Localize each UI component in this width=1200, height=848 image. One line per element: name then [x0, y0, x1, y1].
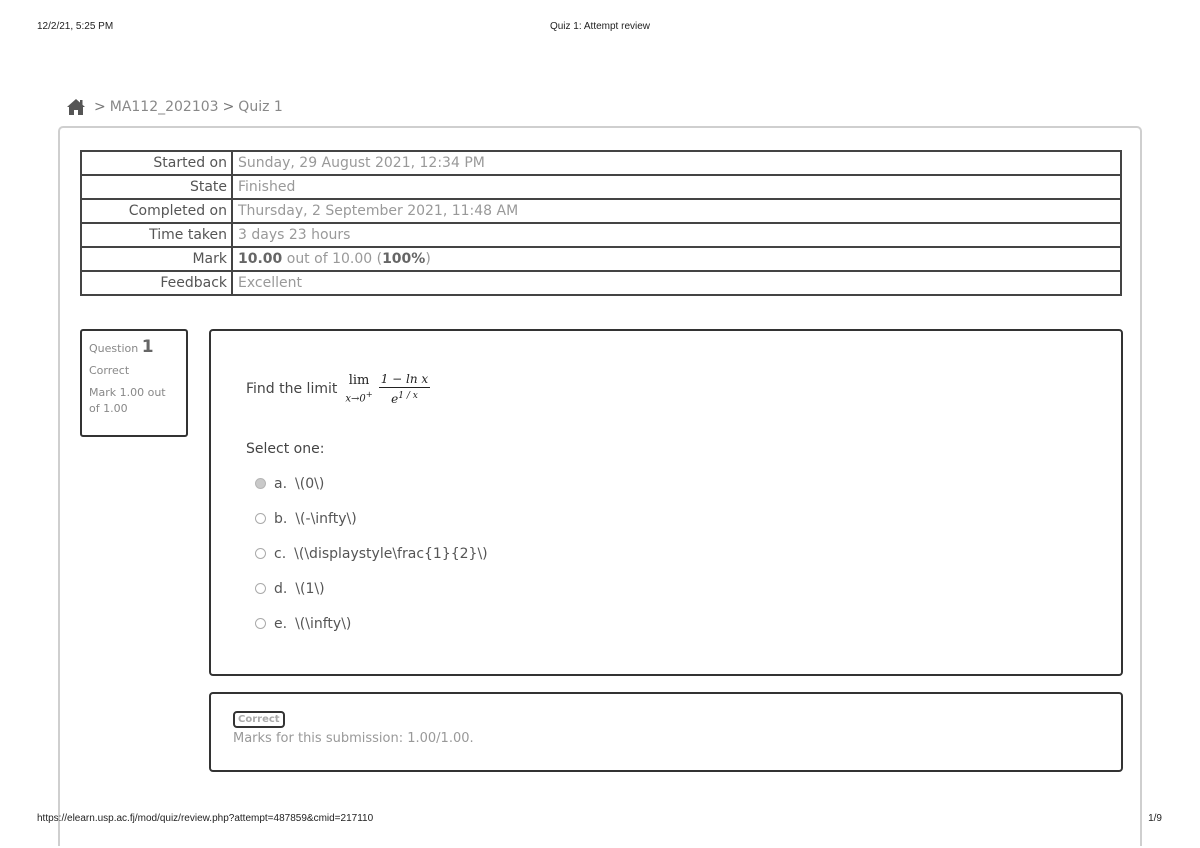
lim-subscript-text: x→0	[345, 393, 366, 405]
correct-badge: Correct	[233, 711, 285, 728]
summary-row-state	[81, 175, 1121, 199]
question-info-box	[80, 329, 188, 437]
answer-letter: b.	[274, 510, 288, 527]
radio-button[interactable]	[255, 548, 266, 559]
print-title: Quiz 1: Attempt review	[549, 21, 651, 32]
radio-button[interactable]	[255, 513, 266, 524]
breadcrumb-course-link[interactable]: MA112_202103	[109, 99, 219, 115]
print-page-number: 1/9	[1148, 813, 1162, 824]
breadcrumb-separator: >	[222, 99, 235, 115]
summary-value: Excellent	[232, 271, 1121, 295]
summary-value: Thursday, 2 September 2021, 11:48 AM	[232, 199, 1121, 223]
answer-letter: a.	[274, 475, 288, 492]
question-content-box	[209, 329, 1123, 676]
mark-close-paren: )	[425, 251, 431, 267]
summary-value	[232, 247, 1121, 271]
fraction-numerator: 1 − ln x	[380, 372, 429, 386]
denominator-base: e	[391, 392, 399, 406]
summary-row-time-taken	[81, 223, 1121, 247]
question-number	[89, 339, 179, 357]
answer-option-e[interactable]	[255, 606, 488, 641]
breadcrumb-quiz-link[interactable]: Quiz 1	[238, 99, 283, 115]
answer-letter: e.	[274, 615, 288, 632]
summary-label: Started on	[81, 151, 232, 175]
attempt-summary-table	[80, 150, 1122, 296]
lim-label: lim	[348, 373, 370, 389]
marks-for-submission: Marks for this submission: 1.00/1.00.	[233, 731, 474, 746]
summary-label: Completed on	[81, 199, 232, 223]
answer-option-b[interactable]	[255, 501, 488, 536]
mark-value: 10.00	[238, 251, 283, 267]
summary-label: Mark	[81, 247, 232, 271]
question-grade: Mark 1.00 out of 1.00	[89, 386, 166, 415]
answer-letter: c.	[274, 545, 287, 562]
radio-button[interactable]	[255, 583, 266, 594]
breadcrumb-separator: >	[94, 99, 106, 115]
summary-row-started	[81, 151, 1121, 175]
answer-text: \(1\)	[295, 580, 325, 597]
question-text	[246, 371, 430, 407]
summary-value: Finished	[232, 175, 1121, 199]
radio-button-selected[interactable]	[255, 478, 266, 489]
radio-button[interactable]	[255, 618, 266, 629]
fraction	[379, 371, 430, 407]
home-icon[interactable]	[66, 98, 86, 116]
summary-value: Sunday, 29 August 2021, 12:34 PM	[232, 151, 1121, 175]
question-number-value: 1	[141, 337, 154, 357]
answer-text: \(\infty\)	[295, 615, 352, 632]
answer-option-a[interactable]	[255, 466, 488, 501]
summary-label: Feedback	[81, 271, 232, 295]
select-one-prompt: Select one:	[246, 441, 325, 457]
lim-subscript-sup: +	[365, 389, 373, 400]
mark-percent: 100%	[382, 251, 426, 267]
summary-row-feedback	[81, 271, 1121, 295]
breadcrumb	[66, 98, 283, 116]
question-label: Question	[89, 342, 139, 355]
summary-row-mark	[81, 247, 1121, 271]
summary-label: State	[81, 175, 232, 199]
answer-text: \(-\infty\)	[295, 510, 357, 527]
print-datetime: 12/2/21, 5:25 PM	[37, 21, 114, 32]
summary-label: Time taken	[81, 223, 232, 247]
answer-options	[255, 466, 488, 641]
limit-expression	[345, 371, 430, 407]
answer-text: \(0\)	[295, 475, 325, 492]
mark-out-of: out of 10.00 (	[282, 251, 383, 267]
limit-operator	[345, 373, 372, 404]
question-state: Correct	[89, 364, 130, 377]
answer-letter: d.	[274, 580, 288, 597]
fraction-denominator	[391, 388, 418, 407]
question-feedback-box	[209, 692, 1123, 772]
summary-row-completed	[81, 199, 1121, 223]
answer-option-c[interactable]	[255, 536, 488, 571]
print-url: https://elearn.usp.ac.fj/mod/quiz/review.php?attempt=487859&cmid=217110	[37, 813, 374, 824]
answer-text: \(\displaystyle\frac{1}{2}\)	[294, 545, 488, 562]
answer-option-d[interactable]	[255, 571, 488, 606]
summary-value: 3 days 23 hours	[232, 223, 1121, 247]
question-prompt-text: Find the limit	[246, 381, 338, 397]
denominator-exponent: 1 / x	[398, 391, 418, 401]
lim-subscript	[345, 389, 372, 404]
